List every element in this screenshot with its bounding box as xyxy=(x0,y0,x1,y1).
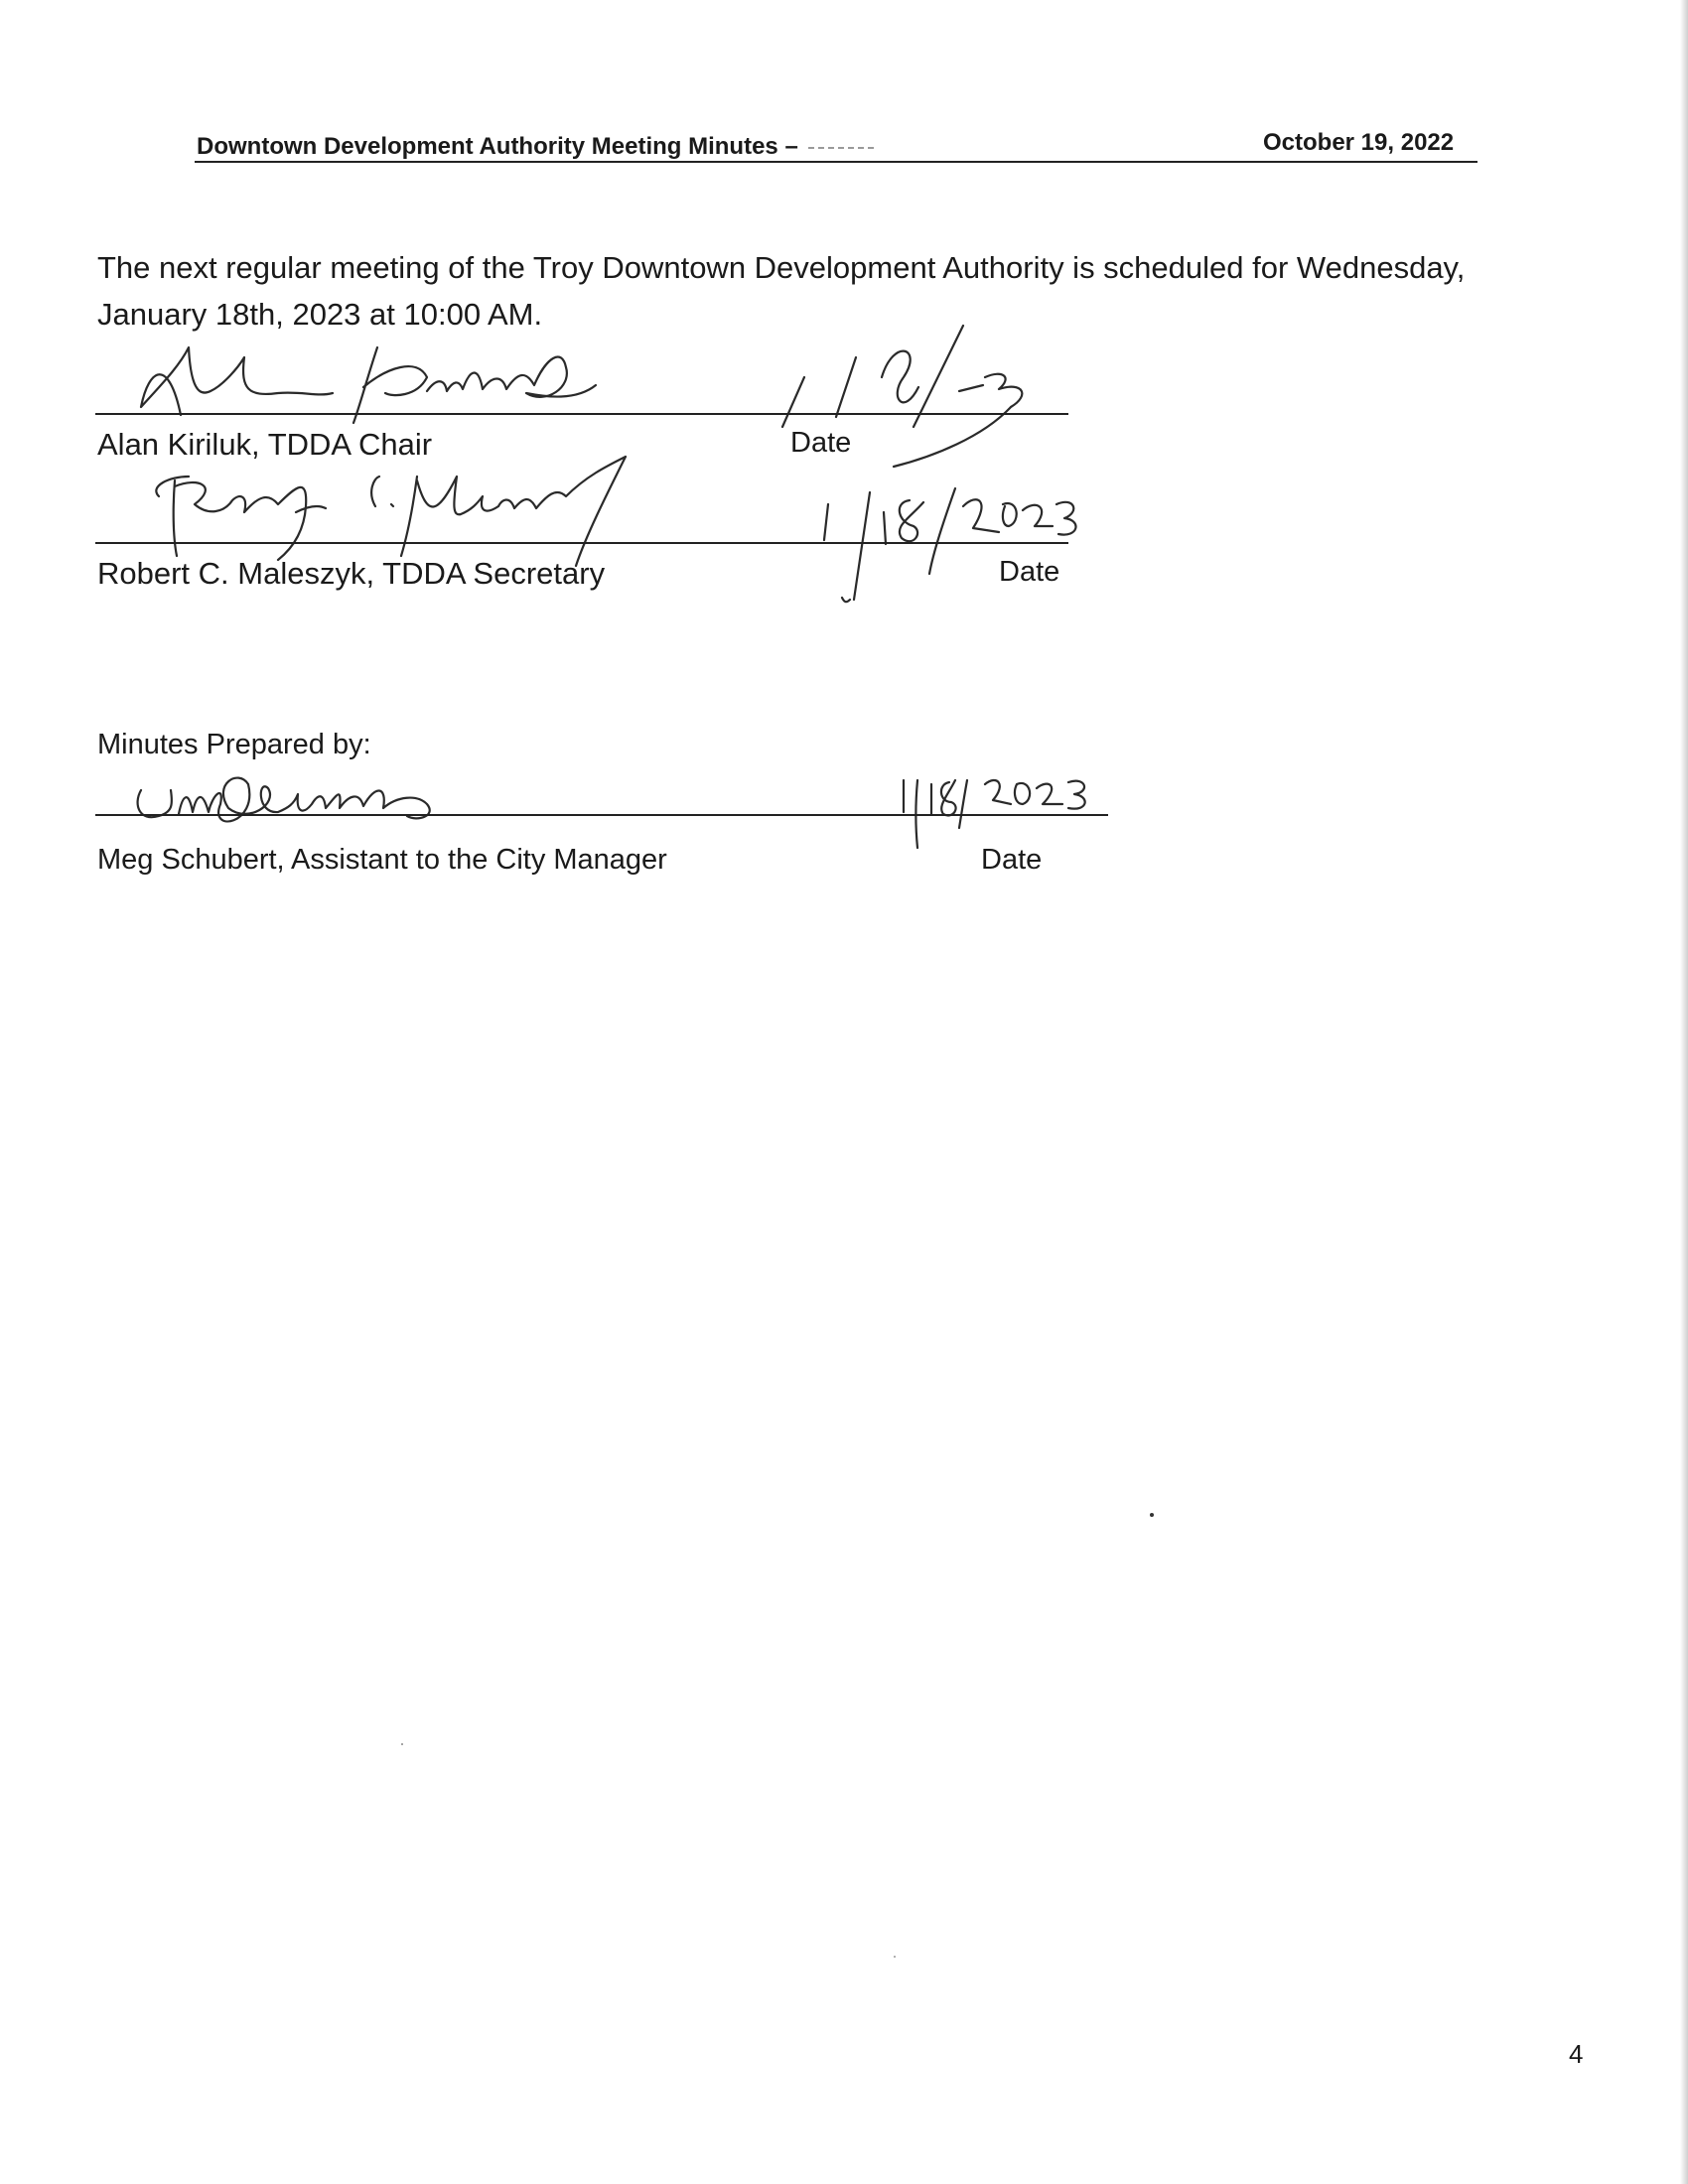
next-meeting-line-1: The next regular meeting of the Troy Downtown Development Authority is scheduled for Wednesday, xyxy=(97,250,1466,285)
prepared-by-label: Minutes Prepared by: xyxy=(97,729,371,760)
chair-date-label: Date xyxy=(790,427,852,459)
secretary-signature-line xyxy=(95,542,1068,544)
header-rule xyxy=(195,161,1477,163)
preparer-name-title: Meg Schubert, Assistant to the City Manager xyxy=(97,844,667,876)
chair-name-title: Alan Kiriluk, TDDA Chair xyxy=(97,427,433,462)
chair-signature-line xyxy=(95,413,1068,415)
next-meeting-line-2: January 18th, 2023 at 10:00 AM. xyxy=(97,297,543,332)
page-number: 4 xyxy=(1569,2039,1584,2069)
header-title-text: Downtown Development Authority Meeting Minutes – xyxy=(197,133,798,160)
preparer-handwritten-date xyxy=(894,772,1112,852)
secretary-name-title: Robert C. Maleszyk, TDDA Secretary xyxy=(97,556,606,591)
preparer-signature xyxy=(129,764,467,834)
scan-speck xyxy=(894,1956,896,1958)
header-smudge xyxy=(808,147,874,149)
scan-speck xyxy=(401,1743,403,1745)
scan-speck xyxy=(1150,1513,1154,1517)
scan-edge-shadow xyxy=(1680,0,1688,2184)
preparer-signature-line xyxy=(95,814,1108,816)
secretary-date-label: Date xyxy=(999,556,1060,588)
preparer-date-label: Date xyxy=(981,844,1043,876)
secretary-signature xyxy=(129,457,665,566)
header-title xyxy=(197,133,874,161)
header-date: October 19, 2022 xyxy=(1263,129,1455,156)
chair-signature xyxy=(129,328,685,427)
